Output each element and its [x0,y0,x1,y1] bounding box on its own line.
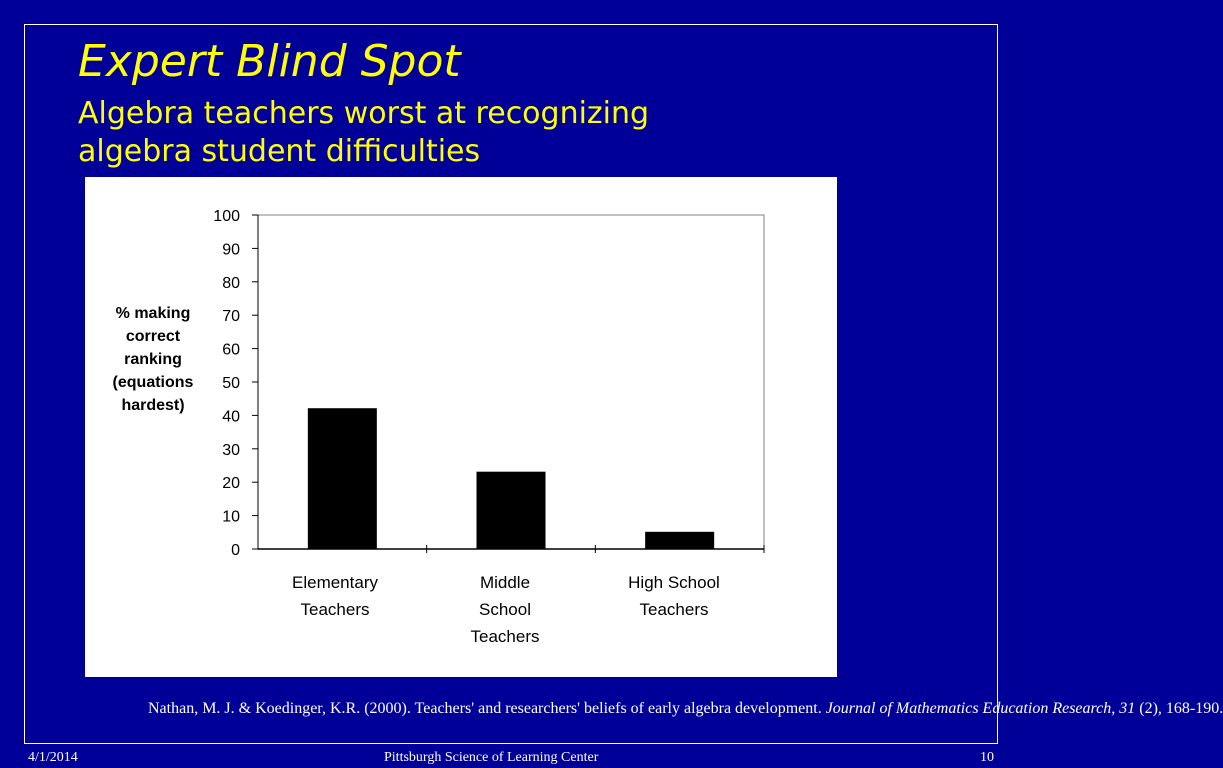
bar [308,409,376,549]
y-axis-label-line: correct [125,328,181,345]
category-label-line: Teachers [300,600,370,619]
category-label-line: Teachers [470,627,540,646]
y-tick-label: 10 [222,508,240,526]
footer-date: 4/1/2014 [28,750,78,765]
y-axis-label-line: % making [115,305,191,322]
y-axis-label-line: (equations [112,374,194,391]
citation-separator: , [1111,700,1120,717]
y-tick-label: 90 [222,241,240,259]
y-tick-label: 80 [222,274,240,292]
citation [148,697,1223,720]
category-label-line: Elementary [292,573,378,592]
category-label-line: Teachers [639,600,709,619]
citation-text: Nathan, M. J. & Koedinger, K.R. (2000). Teachers' and researchers' beliefs of early algebra development. [148,700,826,717]
y-axis-label-line: hardest) [121,397,185,414]
y-tick-label: 0 [231,542,240,559]
y-tick-label: 30 [222,441,240,459]
y-tick-label: 20 [222,475,240,493]
category-label-middle [435,569,575,650]
y-tick-label: 100 [213,208,240,225]
slide-subtitle [78,95,778,171]
bar [477,472,545,549]
y-axis-label [90,302,216,417]
category-label-high-school [604,569,744,623]
citation-volume: 31 [1119,700,1136,717]
category-label-line: Middle [479,573,531,592]
slide-title: Expert Blind Spot [78,36,461,87]
citation-pages: (2), 168-190. [1135,700,1223,717]
y-axis-label-line: ranking [124,351,182,368]
y-tick-label: 40 [222,408,240,426]
subtitle-line-2: algebra student difficulties [78,134,481,169]
y-tick-label: 70 [222,308,240,326]
category-label-line: School [479,600,531,619]
subtitle-line-1: Algebra teachers worst at recognizing [78,96,650,131]
category-label-line: High School [628,573,720,592]
bar [646,532,714,549]
footer-organization: Pittsburgh Science of Learning Center [384,750,599,765]
y-tick-label: 50 [222,375,240,392]
category-label-elementary [265,569,405,623]
y-tick-label: 60 [222,341,240,359]
footer-page-number: 10 [980,750,994,765]
citation-journal: Journal of Mathematics Education Research [825,700,1112,717]
